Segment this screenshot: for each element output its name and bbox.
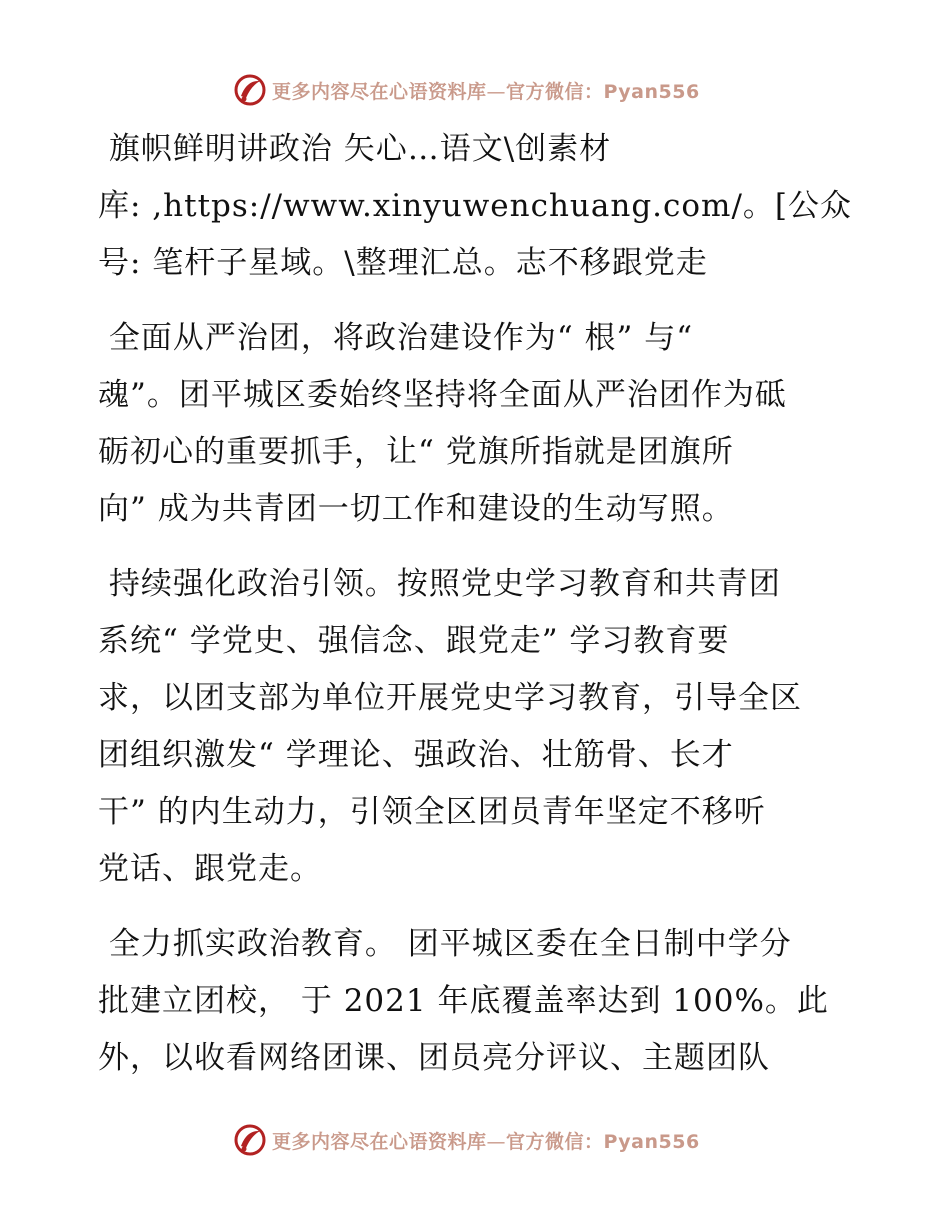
paragraph-1-line: 魂”。团平城区委始终坚持将全面从严治团作为砥 [98, 377, 787, 413]
paragraph-3-line: 外，以收看网络团课、团员亮分评议、主题团队 [98, 1040, 770, 1076]
banner-contact: 官方微信：Pyan556 [506, 1130, 700, 1153]
banner-title [272, 1127, 700, 1154]
brush-logo-icon [232, 72, 268, 108]
paragraph-2-line: 团组织激发“ 学理论、强政治、壮筋骨、长才 [98, 737, 734, 773]
title-line: 库: ,https://www.xinyuwenchuang.com/。[公众 [98, 188, 852, 224]
paragraph-2-line: 持续强化政治引领。按照党史学习教育和共青团 [98, 566, 781, 602]
paragraph-2-line: 干” 的内生动力，引领全区团员青年坚定不移听 [98, 794, 766, 830]
banner-contact: 官方微信：Pyan556 [506, 80, 700, 103]
banner-separator: — [486, 80, 507, 103]
paragraph-1-line: 全面从严治团，将政治建设作为“ 根” 与“ [98, 320, 694, 356]
banner-site-name: 更多内容尽在心语资料库 [272, 80, 487, 103]
banner-separator: — [486, 1130, 507, 1153]
banner-site-name: 更多内容尽在心语资料库 [272, 1130, 487, 1153]
paragraph-2-line: 系统“ 学党史、强信念、跟党走” 学习教育要 [98, 623, 730, 659]
title-line: 号: 笔杆子星域。\整理汇总。志不移跟党走 [98, 245, 708, 281]
paragraph-1-line: 砺初心的重要抓手，让“ 党旗所指就是团旗所 [98, 434, 734, 470]
paragraph-1-line: 向” 成为共青团一切工作和建设的生动写照。 [98, 491, 734, 527]
brush-logo-icon [232, 1122, 268, 1158]
header-banner [232, 70, 712, 110]
banner-title [272, 77, 700, 104]
paragraph-2-line: 求，以团支部为单位开展党史学习教育，引导全区 [98, 680, 802, 716]
paragraph-3-line: 批建立团校， 于 2021 年底覆盖率达到 100%。此 [98, 983, 829, 1019]
footer-banner [232, 1120, 712, 1160]
paragraph-3-line: 全力抓实政治教育。 团平城区委在全日制中学分 [98, 926, 792, 962]
paragraph-2-line: 党话、跟党走。 [98, 851, 322, 887]
title-line: 旗帜鲜明讲政治 矢心…语文\创素材 [98, 131, 612, 167]
